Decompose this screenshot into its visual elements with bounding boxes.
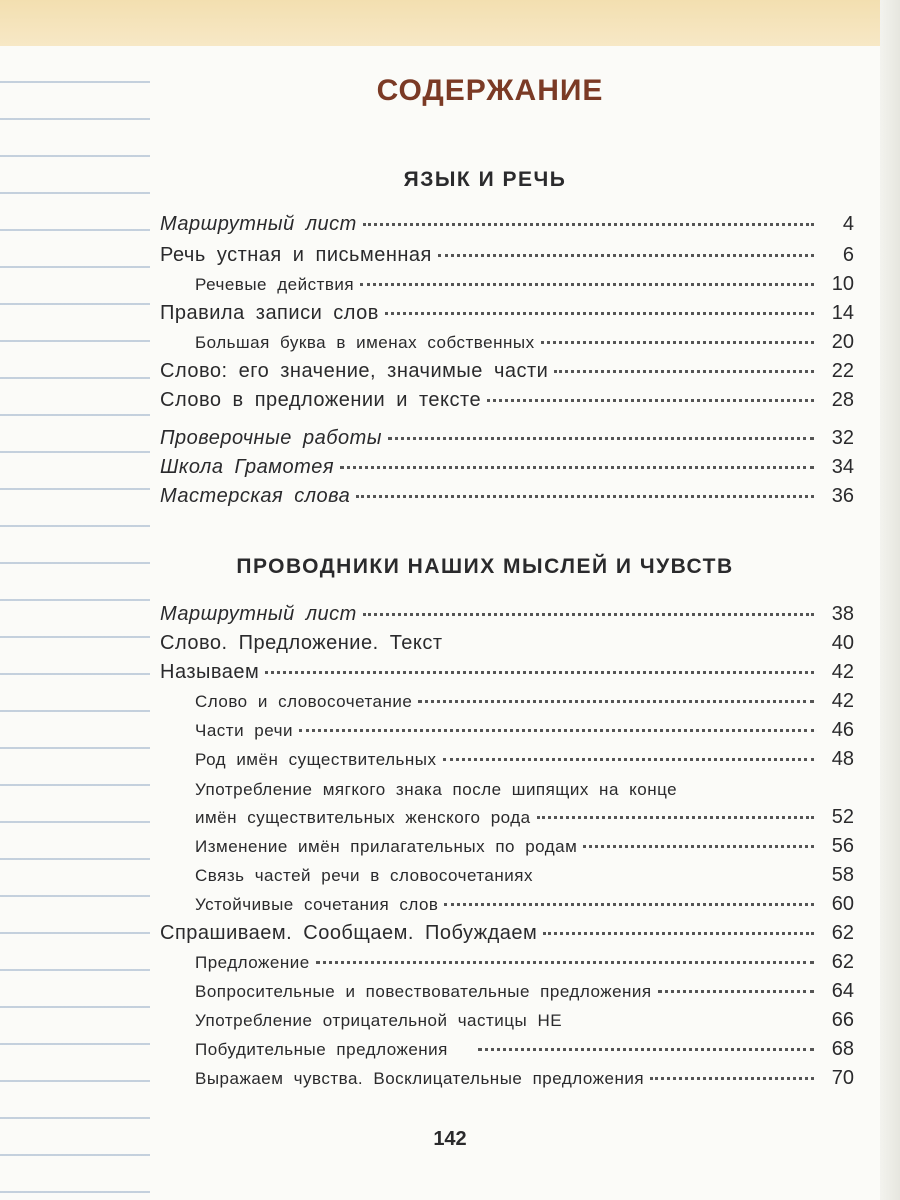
toc-entry-page: 68 — [831, 1038, 854, 1060]
dot-leader — [583, 845, 814, 848]
toc-entry-page: 64 — [831, 980, 854, 1002]
toc-entry-page: 4 — [842, 213, 854, 235]
toc-entry[interactable] — [195, 952, 854, 972]
toc-entry-text: Называем — [160, 661, 260, 683]
toc-entry-text: Связь частей речи в словосочетаниях — [195, 866, 533, 885]
toc-entry[interactable] — [160, 633, 854, 653]
toc-entry-page: 42 — [831, 661, 854, 683]
toc-entry-page: 36 — [831, 485, 854, 507]
dot-leader — [363, 223, 814, 226]
dot-leader — [360, 283, 814, 286]
dot-leader — [340, 466, 814, 469]
dot-leader — [299, 729, 814, 732]
contents-title: СОДЕРЖАНИЕ — [376, 74, 604, 107]
toc-entry[interactable] — [160, 486, 854, 506]
toc-entry-text: Части речи — [195, 721, 293, 740]
toc-entry[interactable] — [195, 1068, 854, 1088]
toc-entry-text: Устойчивые сочетания слов — [195, 895, 439, 914]
toc-entry-page: 70 — [831, 1067, 854, 1089]
dot-leader — [388, 437, 814, 440]
toc-entry-text: Выражаем чувства. Восклицательные предложения — [195, 1069, 645, 1088]
toc-entry[interactable] — [160, 303, 854, 323]
toc-entry[interactable] — [160, 457, 854, 477]
section-heading-conductors: ПРОВОДНИКИ НАШИХ МЫСЛЕЙ И ЧУВСТВ — [236, 555, 734, 578]
toc-entry[interactable] — [195, 720, 854, 740]
toc-entry[interactable] — [160, 214, 854, 234]
dot-leader — [543, 932, 814, 935]
toc-entry[interactable] — [195, 1010, 854, 1030]
toc-entry-page: 42 — [831, 690, 854, 712]
toc-entry-text: имён существительных женского рода — [195, 808, 531, 827]
dot-leader — [444, 903, 814, 906]
section-heading-language: ЯЗЫК И РЕЧЬ — [403, 168, 567, 191]
toc-entry-text: Слово в предложении и тексте — [160, 389, 482, 411]
toc-entry-text: Большая буква в именах собственных — [195, 333, 535, 352]
toc-entry-text: Школа Грамотея — [160, 456, 335, 478]
dot-leader — [554, 370, 814, 373]
toc-entry-page: 34 — [831, 456, 854, 478]
toc-entry-text: Мастерская слова — [160, 485, 351, 507]
toc-entry[interactable] — [160, 245, 854, 265]
toc-entry-text: Речевые действия — [195, 275, 355, 294]
toc-entry[interactable] — [195, 332, 854, 352]
toc-entry-page: 14 — [831, 302, 854, 324]
top-color-band — [0, 0, 900, 46]
dot-leader — [650, 1077, 814, 1080]
dot-leader — [363, 613, 814, 616]
page-edge-shadow — [880, 0, 900, 1200]
toc-entry[interactable] — [160, 428, 854, 448]
toc-entry[interactable] — [195, 894, 854, 914]
toc-entry[interactable] — [160, 604, 854, 624]
dot-leader — [356, 495, 814, 498]
toc-entry-page: 52 — [831, 806, 854, 828]
toc-entry-page: 6 — [842, 244, 854, 266]
dot-leader — [385, 312, 814, 315]
toc-entry[interactable] — [195, 1039, 854, 1059]
toc-entry-text-line1: Употребление мягкого знака после шипящих на конце — [195, 780, 678, 799]
dot-leader — [658, 990, 814, 993]
toc-entry-text: Маршрутный лист — [160, 603, 357, 625]
dot-leader — [316, 961, 814, 964]
toc-entry-text: Спрашиваем. Сообщаем. Побуждаем — [160, 922, 538, 944]
toc-entry-text: Побудительные предложения — [195, 1040, 448, 1059]
dot-leader — [438, 254, 814, 257]
toc-entry-page: 20 — [831, 331, 854, 353]
toc-entry-text: Слово. Предложение. Текст — [160, 632, 443, 654]
dot-leader — [487, 399, 814, 402]
dot-leader — [443, 758, 815, 761]
toc-entry-text: Употребление отрицательной частицы НЕ — [195, 1011, 563, 1030]
margin-gap — [150, 46, 160, 1200]
toc-entry[interactable] — [195, 981, 854, 1001]
toc-entry-text: Слово и словосочетание — [195, 692, 413, 711]
toc-entry[interactable] — [195, 807, 854, 827]
toc-entry-text: Маршрутный лист — [160, 213, 357, 235]
dot-leader — [541, 341, 814, 344]
toc-entry[interactable] — [160, 923, 854, 943]
toc-entry-page: 62 — [831, 922, 854, 944]
toc-entry-page: 60 — [831, 893, 854, 915]
dot-leader — [265, 671, 814, 674]
toc-entry-page: 10 — [831, 273, 854, 295]
toc-entry[interactable] — [195, 865, 854, 885]
toc-entry-text: Правила записи слов — [160, 302, 379, 324]
toc-entry-page: 32 — [831, 427, 854, 449]
toc-entry[interactable] — [160, 361, 854, 381]
toc-entry-page: 28 — [831, 389, 854, 411]
margin-ruled-lines — [0, 46, 160, 1200]
dot-leader — [418, 700, 814, 703]
toc-entry-text: Речь устная и письменная — [160, 244, 432, 266]
toc-entry-page: 48 — [831, 748, 854, 770]
toc-entry[interactable] — [195, 274, 854, 294]
toc-entry-page: 40 — [831, 632, 854, 654]
toc-entry-text: Род имён существительных — [195, 750, 437, 769]
toc-entry-text: Вопросительные и повествовательные предложения — [195, 982, 652, 1001]
toc-entry-page: 22 — [831, 360, 854, 382]
toc-entry[interactable] — [195, 691, 854, 711]
toc-entry-text: Слово: его значение, значимые части — [160, 360, 549, 382]
toc-entry-page: 56 — [831, 835, 854, 857]
dot-leader — [478, 1048, 814, 1051]
toc-entry[interactable] — [195, 836, 854, 856]
page-number: 142 — [433, 1128, 467, 1150]
toc-entry[interactable] — [160, 390, 854, 410]
toc-entry-page: 66 — [831, 1009, 854, 1031]
toc-entry-page: 46 — [831, 719, 854, 741]
toc-entry-text: Проверочные работы — [160, 427, 382, 449]
toc-entry-page: 58 — [831, 864, 854, 886]
toc-entry[interactable] — [195, 749, 854, 769]
toc-entry[interactable] — [160, 662, 854, 682]
dot-leader — [537, 816, 814, 819]
toc-entry-page: 62 — [831, 951, 854, 973]
toc-entry-page: 38 — [831, 603, 854, 625]
toc-entry-text: Изменение имён прилагательных по родам — [195, 837, 578, 856]
toc-entry-text: Предложение — [195, 953, 310, 972]
